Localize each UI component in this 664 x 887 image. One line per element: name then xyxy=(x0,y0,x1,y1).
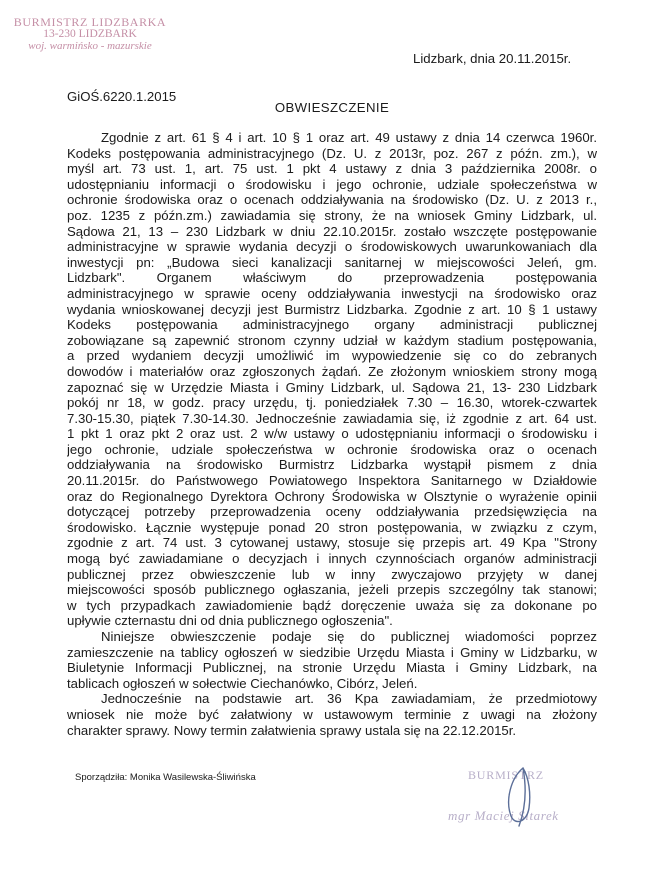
text-line: dowodów i materiałów oraz zgłoszonych żądań. Ze złożonym wnioskiem strony mogą xyxy=(67,363,597,379)
text-line: 20.11.2015r. do Państwowego Powiatowego Inspektora Sanitarnego w Działdowie xyxy=(67,473,597,489)
text-line: ochronie środowiska oraz o ocenach oddziaływania na środowisko (Dz. U. z 2013 r., xyxy=(67,192,597,208)
document-title: OBWIESZCZENIE xyxy=(274,100,390,115)
text-line: środowisko. Łącznie występuje ponad 20 stron postępowania, w związku z czym, xyxy=(67,519,597,535)
text-line: w tych przypadkach zawiadomienie bądź doręczenie uważa się za dokonane po xyxy=(67,597,597,613)
paragraph-2 xyxy=(67,629,597,691)
text-line: oddziaływania na środowisko Burmistrz Lidzbarka wystąpił pismem z dnia xyxy=(67,457,597,473)
stamp-line-2: 13-230 LIDZBARK xyxy=(43,28,137,40)
text-line: charakter sprawy. Nowy termin załatwienia sprawy ustala się na 22.12.2015r. xyxy=(67,722,517,738)
text-line: administracyjnego w sprawie oceny oddziaływania inwestycji na środowisko oraz xyxy=(67,285,597,301)
text-line: myśl art. 73 ust. 1, art. 75 ust. 1 pkt 4 ustawy z dnia 3 października 2008r. o xyxy=(67,161,597,177)
text-line: 1 pkt 1 oraz pkt 2 oraz ust. 2 w/w ustawy o udostępnianiu informacji o środowisku i xyxy=(67,426,597,442)
stamp-line-3: woj. warmińsko - mazurskie xyxy=(28,40,152,52)
signature-stamp-title: BURMISTRZ xyxy=(468,768,544,782)
text-line: inwestycji pn: „Budowa sieci kanalizacji sanitarnej w miejscowości Jeleń, gm. xyxy=(67,254,597,270)
handwritten-signature xyxy=(493,760,553,830)
text-line: miejscowości sposób publicznego ogłaszania, jeżeli przepis szczególny tak stanowi; xyxy=(67,582,597,598)
text-line: Zgodnie z art. 61 § 4 i art. 10 § 1 oraz art. 49 ustawy z dnia 14 czerwca 1960r. xyxy=(101,130,597,145)
text-line: zamieszczenie na tablicy ogłoszeń w siedzibie Urzędu Miasta i Gminy w Lidzbarku, w xyxy=(67,644,597,660)
signature-block xyxy=(448,760,598,830)
text-line: oraz do Regionalnego Dyrektora Ochrony Środowiska w Olsztynie o wyrażenie opinii xyxy=(67,488,597,504)
text-line: a przed wydaniem decyzji umożliwić im wypowiedzenie się co do zebranych xyxy=(67,348,597,364)
text-line: zobowiązane są zapewnić stronom czynny udział w każdym stadium postępowania, xyxy=(67,332,597,348)
document-body xyxy=(67,130,597,738)
text-line: jego ochronie, udziale społeczeństwa w ochronie środowiska oraz o ocenach xyxy=(67,441,597,457)
text-line: wydania wnioskowanej decyzji jest Burmistrz Lidzbarka. Zgodnie z art. 10 § 1 ustawy xyxy=(67,301,597,317)
paragraph-1 xyxy=(67,130,597,629)
signature-stamp-name: mgr Maciej Sitarek xyxy=(448,808,559,823)
office-stamp xyxy=(4,16,176,52)
reference-number: GiOŚ.6220.1.2015 xyxy=(67,89,177,104)
text-line: Biuletynie Informacji Publicznej, na stronie Urzędu Miasta i Gminy Lidzbark, na xyxy=(67,660,597,676)
text-line: tablicach ogłoszeń w sołectwie Ciechanówko, Cibórz, Jeleń. xyxy=(67,675,418,691)
text-line: udostępnianiu informacji o środowisku i jego ochronie, udziale społeczeństwa w xyxy=(67,176,597,192)
paragraph-3 xyxy=(67,691,597,738)
text-line: Kodeks postępowania administracyjnego organy administracji publicznej xyxy=(67,317,597,333)
text-line: Kodeks postępowania administracyjnego (Dz. U. z 2013r, poz. 267 z późn. zm.), w xyxy=(67,145,597,161)
text-line: Lidzbark". Organem właściwym do przeprowadzenia postępowania xyxy=(67,270,597,286)
place-and-date: Lidzbark, dnia 20.11.2015r. xyxy=(413,51,572,66)
text-line: poz. 1235 z późn.zm.) zawiadamia się strony, że na wniosek Gminy Lidzbark, ul. xyxy=(67,207,597,223)
text-line: pokój nr 18, w godz. pracy urzędu, tj. poniedziałek 7.30 – 16.30, wtorek-czwartek xyxy=(67,395,597,411)
stamp-line-1: BURMISTRZ LIDZBARKA xyxy=(13,15,167,29)
text-line: zgodnie z art. 74 ust. 3 cytowanej ustawy, stosuje się przepis art. 49 Kpa "Strony xyxy=(67,535,597,551)
text-line: administracyjne w sprawie wydania decyzji o środowiskowych uwarunkowaniach dla xyxy=(67,239,597,255)
prepared-by: Sporządziła: Monika Wasilewska-Śliwińska xyxy=(75,772,256,783)
text-line: 7.30-15.30, piątek 7.30-14.30. Jednocześnie zawiadamia się, iż zgodnie z art. 64 ust. xyxy=(67,410,597,426)
text-line: Sądowa 21, 13 – 230 Lidzbark w dniu 22.10.2015r. zostało wszczęte postępowanie xyxy=(67,223,597,239)
text-line: Jednocześnie na podstawie art. 36 Kpa zawiadamiam, że przedmiotowy xyxy=(101,691,597,707)
text-line: zapoznać się w Urzędzie Miasta i Gminy Lidzbark, ul. Sądowa 21, 13- 230 Lidzbark xyxy=(67,379,597,395)
text-line: Niniejsze obwieszczenie podaje się do publicznej wiadomości poprzez xyxy=(101,629,597,644)
text-line: mogą być zawiadamiane o decyzjach i innych czynnościach organów administracji xyxy=(67,551,597,567)
text-line: wniosek nie może być załatwiony w ustawowym terminie z uwagi na złożony xyxy=(67,706,597,722)
text-line: publicznej przez obwieszczenie lub w inny zwyczajowo przyjęty w danej xyxy=(67,566,597,582)
text-line: dotyczącej potrzeby przeprowadzenia oceny oddziaływania przedsięwzięcia na xyxy=(67,504,597,520)
text-line: upływie czternastu dni od dnia publicznego ogłoszenia". xyxy=(67,613,393,629)
